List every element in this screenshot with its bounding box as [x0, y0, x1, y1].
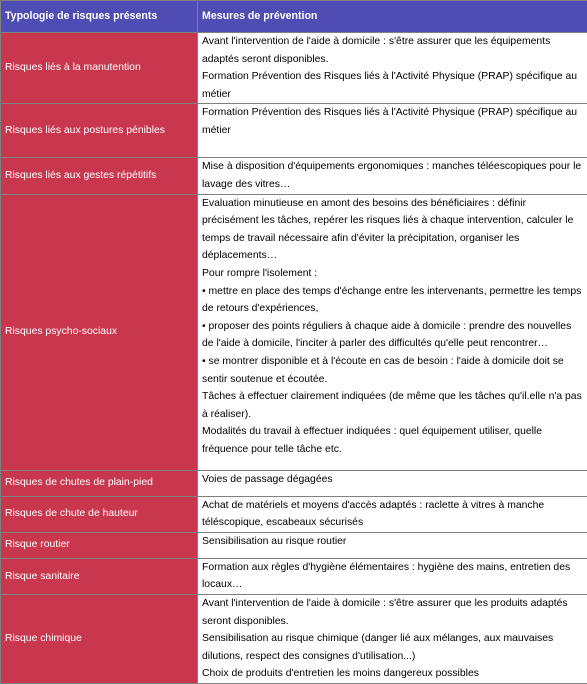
prevention-measure: Avant l'intervention de l'aide à domicile : s'être assurer que les produits adaptés seront disponibles.	[202, 597, 568, 627]
prevention-measure: • proposer des points réguliers à chaque aide à domicile : prendre des nouvelles de l'aide à domicile, l'inciter à parler des difficultés qu'elle peut rencontrer…	[202, 320, 572, 350]
header-risk-type: Typologie de risques présents	[1, 1, 198, 33]
prevention-measure: • mettre en place des temps d'échange entre les intervenants, permettre les temps de retours d'expériences,	[202, 285, 582, 315]
prevention-cell	[198, 470, 587, 496]
prevention-cell	[198, 558, 587, 594]
prevention-cell	[198, 532, 587, 558]
risk-type-cell: Risques liés aux gestes répétitifs	[1, 158, 198, 194]
prevention-measure: Voies de passage dégagées	[202, 473, 333, 485]
prevention-cell	[198, 158, 587, 194]
prevention-measure: Formation Prévention des Risques liés à l'Activité Physique (PRAP) spécifique au métier	[202, 107, 578, 136]
prevention-measure: Sensibilisation au risque chimique (danger lié aux mélanges, aux mauvaises dilutions, respect des consignes d'utilisation...)	[202, 633, 554, 662]
table-row	[1, 532, 587, 558]
prevention-measure: Achat de matériels et moyens d'accès adaptés : raclette à vitres à manche téléscopique, escabeaux sécurisés	[202, 499, 545, 529]
prevention-cell	[198, 594, 587, 683]
table-row	[1, 104, 587, 158]
prevention-cell	[198, 496, 587, 532]
table-row	[1, 594, 587, 683]
table-row	[1, 558, 587, 594]
risk-type-cell: Risques psycho-sociaux	[1, 194, 198, 470]
prevention-measure: Mise à disposition d'équipements ergonomiques : manches téléescopiques pour le lavage des vitres…	[202, 161, 582, 190]
table-row	[1, 470, 587, 496]
table-row	[1, 496, 587, 532]
table-row	[1, 33, 587, 104]
prevention-measure: Formation Prévention des Risques liés à l'Activité Physique (PRAP) spécifique au métier	[202, 71, 578, 100]
risk-type-cell: Risques liés à la manutention	[1, 33, 198, 104]
prevention-measure: Evaluation minutieuse en amont des besoins des bénéficiaires : définir précisément les tâches, repérer les risques liés à chaque intervention, calculer le temps de travail nécessaire afin d'éviter la précipitation, organiser les déplacements…	[202, 197, 574, 262]
prevention-cell	[198, 104, 587, 158]
header-prevention: Mesures de prévention	[198, 1, 587, 33]
risk-type-cell: Risque routier	[1, 532, 198, 558]
prevention-measure: Tâches à effectuer clairement indiquées (de même que les tâches qu'il.elle n'a pas à réaliser).	[202, 391, 582, 420]
prevention-cell	[198, 194, 587, 470]
risk-type-cell: Risque sanitaire	[1, 558, 198, 594]
prevention-measure: Sensibilisation au risque routier	[202, 535, 347, 547]
risk-type-cell: Risques de chutes de plain-pied	[1, 470, 198, 496]
prevention-measure: Modalités du travail à effectuer indiquées : quel équipement utiliser, quelle fréquence pour telle tâche etc.	[202, 426, 543, 455]
prevention-measure: Avant l'intervention de l'aide à domicile : s'être assurer que les équipements adaptés seront disponibles.	[202, 36, 551, 65]
table-row	[1, 194, 587, 470]
prevention-measure: Choix de produits d'entretien les moins dangereux possibles	[202, 668, 479, 680]
prevention-measure: Pour rompre l'isolement :	[202, 267, 318, 279]
risk-type-cell: Risques liés aux postures pénibles	[1, 104, 198, 158]
prevention-measure: Formation aux règles d'hygiène élémentaires : hygiène des mains, entretien des locaux…	[202, 561, 571, 591]
table-body	[1, 33, 587, 684]
prevention-cell	[198, 33, 587, 104]
table-row	[1, 158, 587, 194]
risk-type-cell: Risques de chute de hauteur	[1, 496, 198, 532]
header-row	[1, 1, 587, 33]
prevention-measure: • se montrer disponible et à l'écoute en cas de besoin : l'aide à domicile doit se sentir soutenue et écoutée.	[202, 355, 564, 385]
risk-type-cell: Risque chimique	[1, 594, 198, 683]
